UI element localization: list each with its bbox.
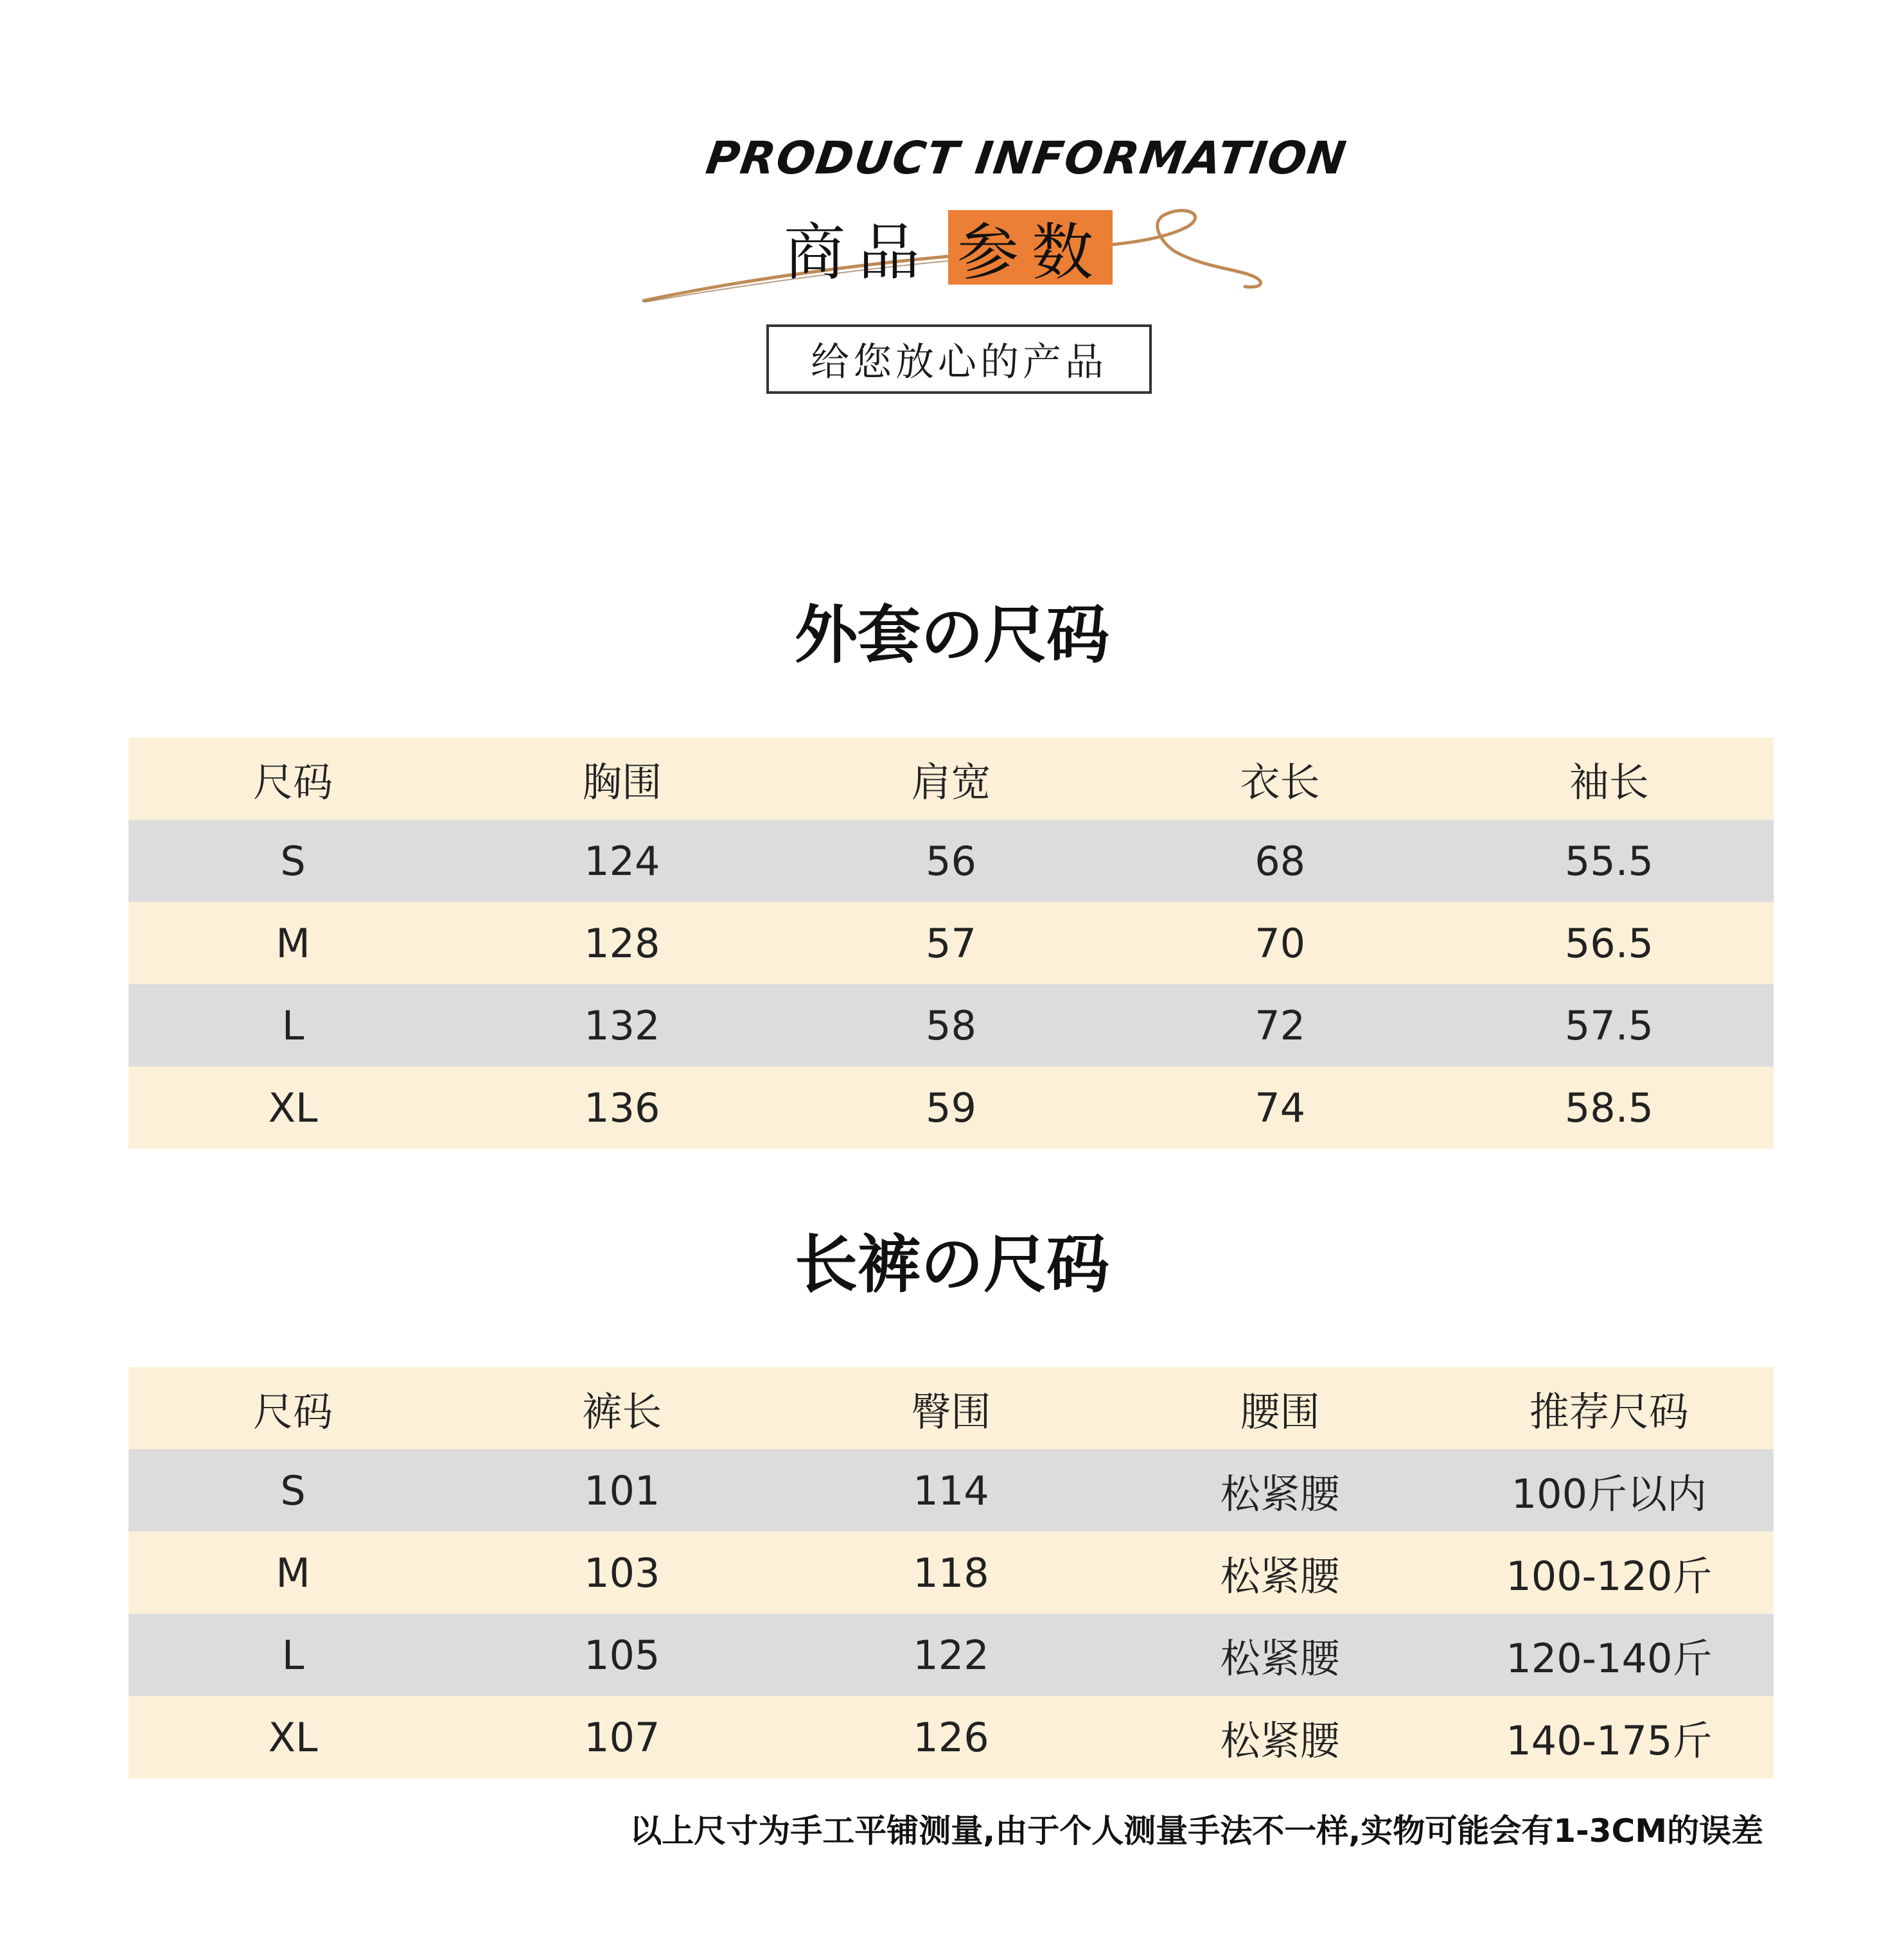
- table-row: [128, 820, 1774, 902]
- sleeve-cell: 56.5: [1564, 919, 1653, 967]
- column-header: 衣长: [1240, 758, 1320, 806]
- coat-size-title: 外套の尺码: [794, 599, 1109, 672]
- pants-length-cell: 101: [584, 1467, 660, 1514]
- column-header: 尺码: [253, 758, 333, 806]
- table-header-row: [128, 738, 1774, 820]
- table-row: [128, 1614, 1774, 1696]
- waist-cell: 松紧腰: [1220, 1552, 1340, 1600]
- length-cell: 74: [1255, 1084, 1306, 1131]
- hip-cell: 122: [913, 1631, 989, 1679]
- size-cell: S: [280, 837, 306, 885]
- title-plain-part: 商品: [784, 216, 933, 288]
- column-header: 裤长: [582, 1388, 662, 1435]
- sleeve-cell: 58.5: [1564, 1084, 1653, 1131]
- shoulder-cell: 58: [926, 1002, 976, 1049]
- measurement-footnote: 以上尺寸为手工平铺测量,由于个人测量手法不一样,实物可能会有1-3CM的误差: [630, 1812, 1763, 1850]
- length-cell: 68: [1255, 837, 1306, 885]
- column-header: 推荐尺码: [1529, 1388, 1689, 1435]
- shoulder-cell: 56: [926, 837, 976, 885]
- chest-cell: 128: [584, 919, 660, 967]
- table-row: [128, 1066, 1774, 1149]
- recommend-cell: 100斤以内: [1511, 1470, 1707, 1517]
- english-title: PRODUCT INFORMATION: [703, 132, 1350, 184]
- pants-length-cell: 103: [584, 1549, 660, 1596]
- column-header: 臀围: [911, 1388, 991, 1435]
- column-header: 肩宽: [911, 758, 991, 806]
- size-cell: XL: [268, 1084, 318, 1131]
- size-cell: M: [276, 1549, 310, 1596]
- table-row: [128, 902, 1774, 984]
- hip-cell: 114: [913, 1467, 989, 1514]
- table-row: [128, 1696, 1774, 1778]
- column-header: 袖长: [1569, 758, 1649, 806]
- column-header: 胸围: [582, 758, 662, 806]
- pants-size-table: [128, 1367, 1774, 1778]
- title-highlight-part: 参数: [948, 210, 1113, 285]
- table-header-row: [128, 1367, 1774, 1449]
- chest-cell: 136: [584, 1084, 660, 1131]
- hip-cell: 118: [913, 1549, 989, 1596]
- coat-size-table: [128, 738, 1774, 1149]
- waist-cell: 松紧腰: [1220, 1470, 1340, 1517]
- recommend-cell: 120-140斤: [1506, 1634, 1713, 1682]
- length-cell: 70: [1255, 919, 1306, 967]
- chest-cell: 124: [584, 837, 660, 885]
- pants-length-cell: 107: [584, 1713, 660, 1761]
- subtitle-box: 给您放心的产品: [766, 324, 1152, 394]
- pants-length-cell: 105: [584, 1631, 660, 1679]
- waist-cell: 松紧腰: [1220, 1634, 1340, 1682]
- table-row: [128, 1449, 1774, 1532]
- chinese-title: [784, 209, 1113, 286]
- shoulder-cell: 59: [926, 1084, 976, 1131]
- length-cell: 72: [1255, 1002, 1306, 1049]
- hip-cell: 126: [913, 1713, 989, 1761]
- recommend-cell: 100-120斤: [1506, 1552, 1713, 1600]
- pants-size-title: 长裤の尺码: [794, 1228, 1109, 1302]
- recommend-cell: 140-175斤: [1506, 1717, 1713, 1764]
- waist-cell: 松紧腰: [1220, 1717, 1340, 1764]
- column-header: 腰围: [1240, 1388, 1320, 1435]
- shoulder-cell: 57: [926, 919, 976, 967]
- table-row: [128, 1532, 1774, 1614]
- table-row: [128, 984, 1774, 1066]
- size-cell: M: [276, 919, 310, 967]
- chest-cell: 132: [584, 1002, 660, 1049]
- size-cell: XL: [268, 1713, 318, 1761]
- product-info-header: [0, 0, 1904, 450]
- sleeve-cell: 55.5: [1564, 837, 1653, 885]
- column-header: 尺码: [253, 1388, 333, 1435]
- size-cell: L: [281, 1631, 304, 1679]
- size-cell: S: [280, 1467, 306, 1514]
- sleeve-cell: 57.5: [1564, 1002, 1653, 1049]
- size-cell: L: [281, 1002, 304, 1049]
